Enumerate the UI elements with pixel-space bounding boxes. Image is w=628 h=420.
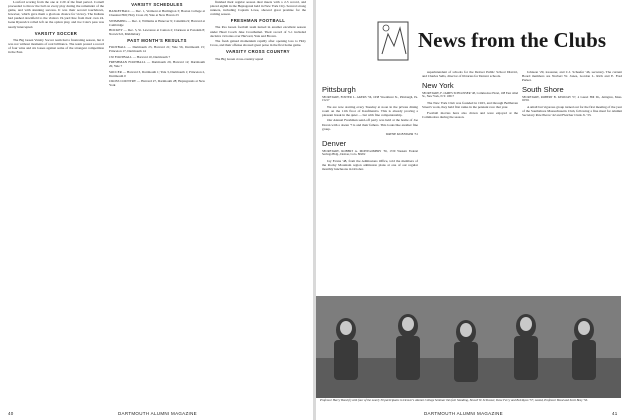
result-line: CROSS COUNTRY — Harvard 27, Dartmouth 28; Heptagonals at New York <box>109 79 205 88</box>
paragraph: Johnson '29, treasurer, and C.J. Schaefer '46, secretary. The current Board members are Norbert W. Jones, Gordon L. Rich and E. Fred Parker. <box>522 70 622 83</box>
magazine-name-left: DARTMOUTH ALUMNI MAGAZINE <box>118 411 197 416</box>
section-heading-freshman-football: FRESHMAN FOOTBALL <box>230 18 286 24</box>
result-line: FRESHMAN FOOTBALL — Dartmouth 29, Harvard 12; Dartmouth 20, Yale 7 <box>109 60 205 69</box>
paragraph: Football movies have also drawn and were enjoyed at the Commodore during the season. <box>422 110 518 119</box>
club-name-pittsburgh: Pittsburgh <box>322 85 356 94</box>
result-line: FOOTBALL — Dartmouth 23, Harvard 21; Yale 56, Dartmouth 15; Princeton 17, Dartmouth 14 <box>109 45 205 54</box>
page-number-left: 40 <box>8 411 14 416</box>
section-heading-soccer: VARSITY SOCCER <box>34 30 78 36</box>
result-line: SOCCER — Harvard 3, Dartmouth 1; Yale 3, Dartmouth 1; Princeton 2, Dartmouth 0 <box>109 69 205 78</box>
schedule-line: HOCKEY — Dec. 5, St. Lawrence at Canton 2; Clarkson at Potsdam 8; Norwich 6, Middlebury <box>109 28 205 37</box>
magazine-name-right: DARTMOUTH ALUMNI MAGAZINE <box>424 411 503 416</box>
schedule-line: SWIMMING — Dec. 2, Williams at Hanover 9; Columbia 9; Harvard at Cambridge <box>109 18 205 27</box>
club-address: SECRETARY, ROBERT B. KEOUGH '57, 4 Laurel Hill Dr., Abington, Mass. 02351 <box>522 94 622 103</box>
club-address: SECRETARY, ROBERT A. MONTGOMERY '56, 1720 Western Federal Savings Bldg., Denver, Colo. 80202 <box>322 148 418 157</box>
paragraph: The fresh gained momentum rapidly after opening loss to Holy Cross, and their offense showed great poise in the first home game. <box>210 39 306 48</box>
illustration-icon <box>374 14 414 64</box>
signature: WAYNE KOENIGER '51 <box>385 132 418 137</box>
section-heading-schedules: VARSITY SCHEDULES <box>131 2 183 7</box>
paragraph: The Big Green Varsity Soccer team had a frustrating season, but it was not without moments of real brilliance. The team posted a record of four wins and six losses against some of the strongest competition in the East. <box>8 37 104 55</box>
banner <box>418 12 618 66</box>
schedule-line: BASKETBALL — Dec. 1, Vermont at Burlington 3; Boston College at Chestnut Hill; Holy Cross 20, Yale at New Haven 23 <box>109 9 205 18</box>
photo-image <box>316 296 621 398</box>
paragraph: Jay Evans '48, from the Admissions Office, told the members of the Rocky Mountain region admission plans at one of our regular monthly luncheons in October. <box>322 159 418 172</box>
section-heading-results: PAST MONTH'S RESULTS <box>127 38 187 44</box>
section-title: News from the Clubs <box>418 28 607 52</box>
left-page <box>0 0 313 420</box>
club-address: SECRETARY, FOSTER L. AKERS '56, 1638 Woodmont St., Pittsburgh, Pa. 15217 <box>322 94 418 103</box>
club-name-denver: Denver <box>322 139 347 149</box>
page-number-right: 41 <box>612 411 618 416</box>
right-column-2 <box>422 70 518 280</box>
paragraph: A small but vigorous group turned out for the first meeting of the year of the Southshore Massachusetts Club, following a fine meal for Alumni Secretary Pete Pierce '42 and Fletcher Clark Jr. '33. <box>522 104 622 118</box>
paragraph: The New York Club was founded in 1923, and through Bellhaven Street's work, they held first ranks in the pennant race that year. <box>422 100 518 109</box>
paragraph: We are now starting every Tuesday at noon in the private dining room on the 11th floor of Kaufmann's. This is already proving a pleasant break in the quiet — but with fine companionship. <box>322 104 418 117</box>
paragraph: superintendent of schools for the Denver Public School District, and Charles Sells, director of libraries for Denver schools. <box>422 70 518 79</box>
paragraph: Lowford scoring from the one at 1:20 of the final period. Cornell proceeded to throw the ball on every play during the remainder of the game, and with stunning success. It was their second touchdown, however, which gave them a glorious chance for victory. The Indians had pushed downfield to the visitors 19-yard line from their own 24. Gene Ryzewicz rolled left on the option play, and Joe Cole's pass was nearly intercepted. <box>8 0 104 29</box>
left-column-2 <box>109 0 205 405</box>
paragraph: Our Annual Freshman send-off party was held at the home of Joe Doran with a dozen '71s and their fathers. This looks like another fine group. <box>322 118 418 131</box>
club-name-new-york: New York <box>422 81 454 91</box>
result-line: 150 FOOTBALL — Harvard 10, Dartmouth 7 <box>109 54 171 59</box>
paragraph: finished their regular season dual meets with a 2-5 record, and placed eighth in the Heptagonal held in New York City. Several strong runners, including Captain Lowe, showed great promise for the coming season. <box>210 0 306 17</box>
photo-caption: Professor Harry Bond (l) with four of the nearly 30 participants in Denver's Alumni College Seminar this fall. Standing, Newell W. Schlosser, Dave Ferry and Bob Ryan '57; seated, Professor Bond and Scott Bray '56. <box>320 398 588 402</box>
club-address: SECRETARY, F. JAMES SCHLOSSER '48, Commodore Hotel, 108 East 42nd St., New York, N.Y. 10017 <box>422 90 518 99</box>
group-photo <box>316 296 621 398</box>
section-heading-cross-country: VARSITY CROSS COUNTRY <box>226 49 290 55</box>
right-column-3 <box>522 70 622 280</box>
paragraph: The Pea Green football team turned in another excellent season under Head Coach Jake Crouthamel. Their record of 5-1 included decisive victories over Harvard, Yale and Brown. <box>210 25 306 38</box>
left-column-1 <box>8 0 104 405</box>
left-column-3 <box>210 0 306 405</box>
club-name-south-shore: South Shore <box>522 85 564 95</box>
paragraph: The Big Green cross-country squad <box>215 56 264 61</box>
